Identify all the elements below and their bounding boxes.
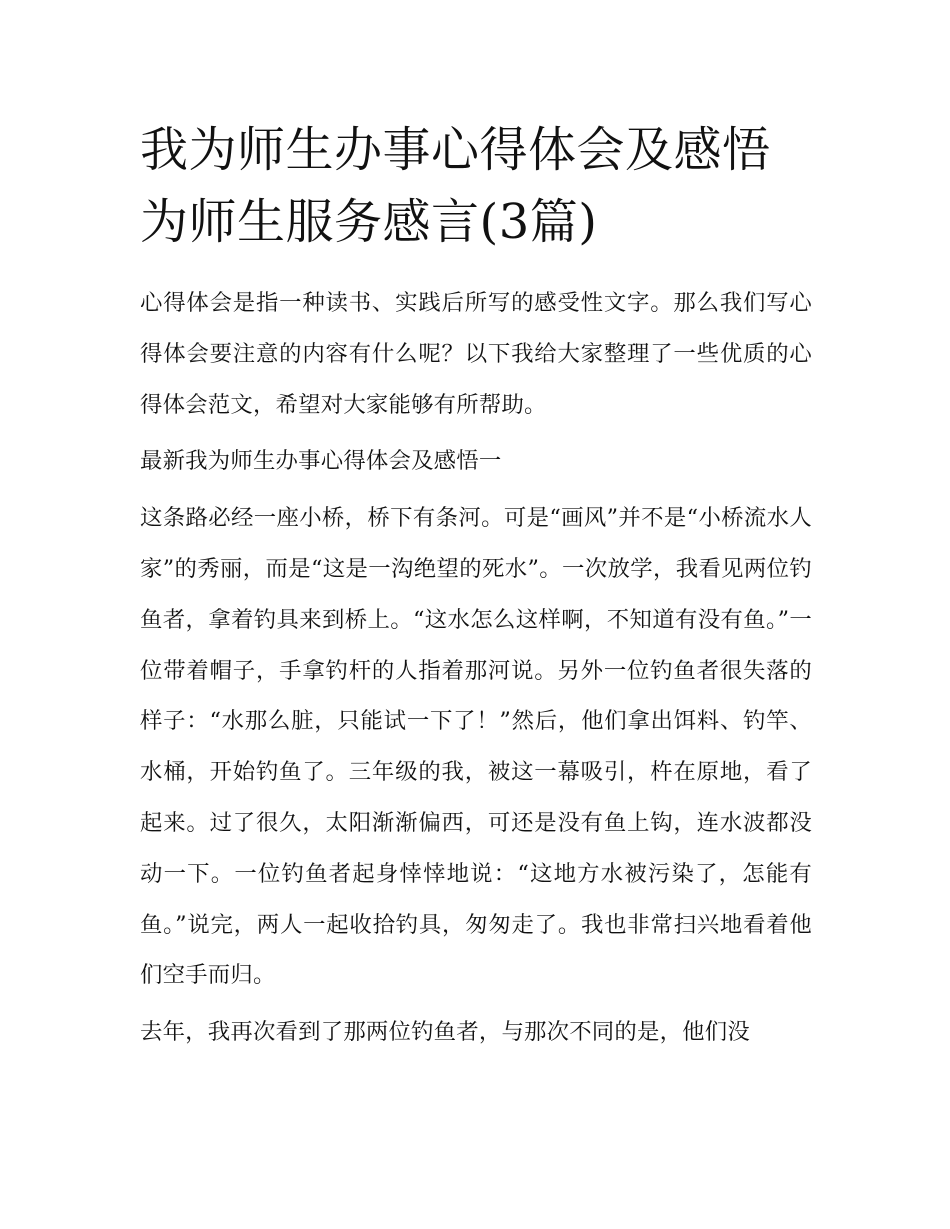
story-paragraph-2: 去年，我再次看到了那两位钓鱼者，与那次不同的是，他们没 bbox=[140, 1019, 750, 1046]
section-heading: 最新我为师生办事心得体会及感悟一 bbox=[140, 448, 502, 475]
document-content bbox=[140, 114, 812, 1064]
intro-paragraph: 心得体会是指一种读书、实践后所写的感受性文字。那么我们写心得体会要注意的内容有什么呢？以下我给大家整理了一些优质的心得体会范文，希望对大家能够有所帮助。 bbox=[140, 290, 812, 418]
story-paragraph-1: 这条路必经一座小桥，桥下有条河。可是“画风”并不是“小桥流水人家”的秀丽，而是“这是一沟绝望的死水”。一次放学，我看见两位钓鱼者，拿着钓具来到桥上。“这水怎么这样啊，不知道有没有鱼。”一位带着帽子，手拿钓杆的人指着那河说。另外一位钓鱼者很失落的样子：“水那么脏，只能试一下了！”然后，他们拿出饵料、钓竿、水桶，开始钓鱼了。三年级的我，被这一幕吸引，杵在原地，看了起来。过了很久，太阳渐渐偏西，可还是没有鱼上钩，连水波都没动一下。一位钓鱼者起身悻悻地说：“这地方水被污染了，怎能有鱼。”说完，两人一起收拾钓具，匆匆走了。我也非常扫兴地看着他们空手而归。 bbox=[140, 505, 812, 989]
document-body bbox=[140, 278, 812, 1058]
document-title: 我为师生办事心得体会及感悟为师生服务感言(3篇) bbox=[140, 122, 771, 250]
